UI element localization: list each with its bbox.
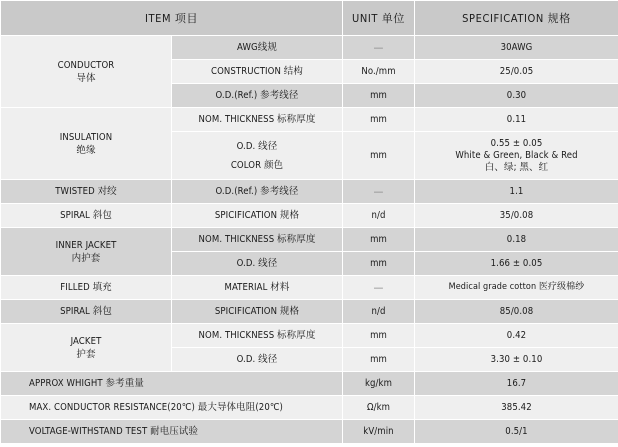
unit-cell: —	[343, 36, 415, 60]
spec-cell: 385.42	[415, 396, 618, 420]
param-cell: SPICIFICATION 规格	[172, 204, 343, 228]
param-cell: AWG线规	[172, 36, 343, 60]
spec-cell: 0.55 ± 0.05 White & Green, Black & Red 白、绿; 黑、红	[415, 132, 618, 180]
conductor-label: CONDUCTOR 导体	[1, 36, 172, 108]
unit-cell: Ω/km	[343, 396, 415, 420]
unit-cell: kg/km	[343, 372, 415, 396]
header-unit: UNIT 单位	[343, 1, 415, 36]
spec-cell: 16.7	[415, 372, 618, 396]
param-cell: NOM. THICKNESS 标称厚度	[172, 324, 343, 348]
spec-cell: 0.11	[415, 108, 618, 132]
unit-cell: mm	[343, 324, 415, 348]
unit-cell: mm	[343, 228, 415, 252]
table-row	[1, 228, 618, 252]
spec-cell: 30AWG	[415, 36, 618, 60]
unit-cell: mm	[343, 132, 415, 180]
spec-cell: 25/0.05	[415, 60, 618, 84]
unit-cell: mm	[343, 84, 415, 108]
unit-cell: No./mm	[343, 60, 415, 84]
param-cell: SPICIFICATION 规格	[172, 300, 343, 324]
table-row	[1, 36, 618, 60]
header-item: ITEM 项目	[1, 1, 343, 36]
param-cell: CONSTRUCTION 结构	[172, 60, 343, 84]
unit-cell: kV/min	[343, 420, 415, 444]
table-row	[1, 372, 618, 396]
param-cell: NOM. THICKNESS 标称厚度	[172, 108, 343, 132]
spec-cell: Medical grade cotton 医疗级棉纱	[415, 276, 618, 300]
unit-cell: mm	[343, 108, 415, 132]
spec-cell: 3.30 ± 0.10	[415, 348, 618, 372]
spec-cell: 1.1	[415, 180, 618, 204]
unit-cell: n/d	[343, 300, 415, 324]
param-cell: O.D. 线径	[172, 252, 343, 276]
resistance-label: MAX. CONDUCTOR RESISTANCE(20℃) 最大导体电阻(20℃)	[1, 396, 343, 420]
table-row	[1, 204, 618, 228]
spiral-label: SPIRAL 斜包	[1, 300, 172, 324]
inner-jacket-label: INNER JACKET 内护套	[1, 228, 172, 276]
approx-weight-label: APPROX WHIGHT 参考重量	[1, 372, 343, 396]
spec-cell: 85/0.08	[415, 300, 618, 324]
table-row	[1, 180, 618, 204]
unit-cell: —	[343, 276, 415, 300]
spiral-label: SPIRAL 斜包	[1, 204, 172, 228]
param-cell: O.D. 线径 COLOR 颜色	[172, 132, 343, 180]
voltage-label: VOLTAGE-WITHSTAND TEST 耐电压试验	[1, 420, 343, 444]
table-row	[1, 276, 618, 300]
header-row	[1, 1, 618, 36]
param-cell: O.D. 线径	[172, 348, 343, 372]
spec-cell: 0.18	[415, 228, 618, 252]
insulation-label: INSULATION 绝缘	[1, 108, 172, 180]
header-spec: SPECIFICATION 规格	[415, 1, 618, 36]
table-row	[1, 324, 618, 348]
param-cell: O.D.(Ref.) 参考线径	[172, 180, 343, 204]
unit-cell: mm	[343, 252, 415, 276]
table-row	[1, 396, 618, 420]
spec-cell: 0.5/1	[415, 420, 618, 444]
param-cell: O.D.(Ref.) 参考线径	[172, 84, 343, 108]
filled-label: FILLED 填充	[1, 276, 172, 300]
unit-cell: mm	[343, 348, 415, 372]
table-row	[1, 300, 618, 324]
spec-cell: 1.66 ± 0.05	[415, 252, 618, 276]
table-row	[1, 108, 618, 132]
spec-cell: 0.42	[415, 324, 618, 348]
spec-cell: 35/0.08	[415, 204, 618, 228]
twisted-label: TWISTED 对绞	[1, 180, 172, 204]
table-row	[1, 420, 618, 444]
param-cell: MATERIAL 材料	[172, 276, 343, 300]
unit-cell: n/d	[343, 204, 415, 228]
spec-cell: 0.30	[415, 84, 618, 108]
param-cell: NOM. THICKNESS 标称厚度	[172, 228, 343, 252]
unit-cell: —	[343, 180, 415, 204]
jacket-label: JACKET 护套	[1, 324, 172, 372]
